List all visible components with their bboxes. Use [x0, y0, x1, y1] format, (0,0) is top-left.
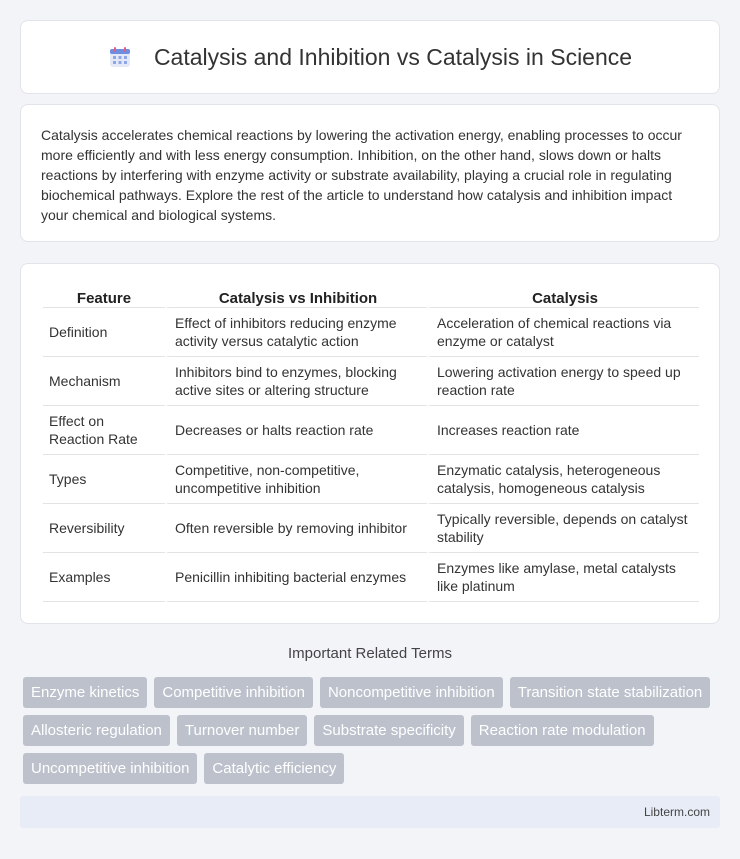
header-catalysis: Catalysis: [427, 284, 699, 308]
row-catalysis-vs-inhibition: Often reversible by removing inhibitor: [165, 504, 427, 553]
row-catalysis-vs-inhibition: Effect of inhibitors reducing enzyme activity versus catalytic action: [165, 308, 427, 357]
related-term-tag[interactable]: Transition state stabilization: [510, 677, 711, 708]
intro-card: [20, 104, 720, 242]
header-catalysis-vs-inhibition: Catalysis vs Inhibition: [165, 284, 427, 308]
related-term-tag[interactable]: Competitive inhibition: [154, 677, 313, 708]
related-term-tag[interactable]: Turnover number: [177, 715, 308, 746]
table-row: [43, 504, 699, 553]
related-term-tag[interactable]: Enzyme kinetics: [23, 677, 147, 708]
related-term-tag[interactable]: Substrate specificity: [314, 715, 463, 746]
related-terms-title: Important Related Terms: [288, 645, 452, 662]
intro-paragraph: Catalysis accelerates chemical reactions by lowering the activation energy, enabling processes to occur more efficiently and with less energy consumption. Inhibition, on the other hand, slows down or halts reactions by interfering with enzyme activity or substrate availability, playing a crucial role in regulating biochemical pathways. Explore the rest of the article to understand how catalysis and inhibition impact your chemical and biological systems.: [41, 127, 682, 223]
footer: [20, 796, 720, 828]
comparison-table: [43, 284, 699, 602]
row-catalysis: Increases reaction rate: [427, 406, 699, 455]
related-term-tag[interactable]: Catalytic efficiency: [204, 753, 344, 784]
related-term-tag[interactable]: Reaction rate modulation: [471, 715, 654, 746]
row-catalysis-vs-inhibition: Inhibitors bind to enzymes, blocking active sites or altering structure: [165, 357, 427, 406]
row-catalysis: Typically reversible, depends on catalyst stability: [427, 504, 699, 553]
row-catalysis-vs-inhibition: Decreases or halts reaction rate: [165, 406, 427, 455]
table-header-row: [43, 284, 699, 308]
row-feature: Reversibility: [43, 504, 165, 553]
header-feature: Feature: [43, 284, 165, 308]
related-term-tag[interactable]: Uncompetitive inhibition: [23, 753, 197, 784]
related-terms-list: [23, 677, 723, 784]
table-row: [43, 406, 699, 455]
row-catalysis: Acceleration of chemical reactions via enzyme or catalyst: [427, 308, 699, 357]
related-term-tag[interactable]: Noncompetitive inhibition: [320, 677, 503, 708]
title-wrap: [108, 44, 632, 71]
table-row: [43, 308, 699, 357]
row-feature: Effect on Reaction Rate: [43, 406, 165, 455]
row-feature: Examples: [43, 553, 165, 602]
row-catalysis-vs-inhibition: Competitive, non-competitive, uncompetitive inhibition: [165, 455, 427, 504]
table-row: [43, 357, 699, 406]
table-row: [43, 553, 699, 602]
row-feature: Types: [43, 455, 165, 504]
footer-site-link[interactable]: Libterm.com: [643, 805, 710, 819]
calendar-icon: [108, 45, 132, 69]
row-catalysis: Enzymatic catalysis, heterogeneous catalysis, homogeneous catalysis: [427, 455, 699, 504]
row-catalysis-vs-inhibition: Penicillin inhibiting bacterial enzymes: [165, 553, 427, 602]
page-title: Catalysis and Inhibition vs Catalysis in Science: [153, 43, 633, 70]
header-card: [20, 20, 720, 94]
row-catalysis: Enzymes like amylase, metal catalysts like platinum: [427, 553, 699, 602]
row-feature: Definition: [43, 308, 165, 357]
row-catalysis: Lowering activation energy to speed up reaction rate: [427, 357, 699, 406]
related-term-tag[interactable]: Allosteric regulation: [23, 715, 170, 746]
comparison-table-card: [20, 263, 720, 624]
table-row: [43, 455, 699, 504]
row-feature: Mechanism: [43, 357, 165, 406]
